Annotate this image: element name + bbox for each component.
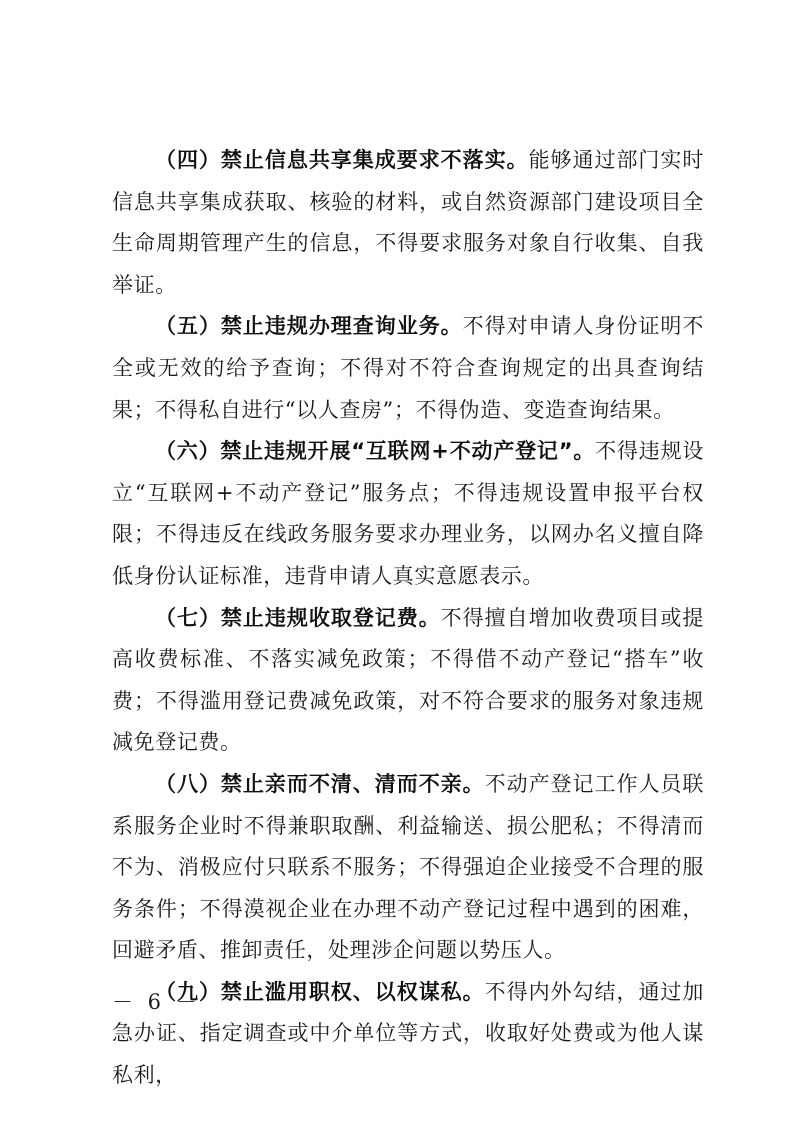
- paragraph-text: 能够通过部门实时信息共享集成获取、核验的材料，或自然资源部门建设项目全生命周期管理产生的信息，不得要求服务对象自行收集、自我举证。: [112, 148, 704, 297]
- paragraph-6: [112, 431, 704, 597]
- paragraph-text: 不得内外勾结，通过加急办证、指定调查或中介单位等方式，收取好处费或为他人谋私利，: [112, 979, 704, 1088]
- paragraph-4: [112, 140, 704, 306]
- paragraph-heading: （四）禁止信息共享集成要求不落实。: [155, 148, 529, 172]
- paragraph-9: [112, 972, 704, 1097]
- paragraph-text: 不得对申请人身份证明不全或无效的给予查询；不得对不符合查询规定的出具查询结果；不得私自进行“以人查房”；不得伪造、变造查询结果。: [112, 314, 704, 422]
- paragraph-text: 不得违规设立“互联网+不动产登记”服务点；不得违规设置申报平台权限；不得违反在线政务服务要求办理业务，以网办名义擅自降低身份认证标准，违背申请人真实意愿表示。: [112, 439, 704, 588]
- paragraph-5: [112, 306, 704, 431]
- paragraph-text: 不得擅自增加收费项目或提高收费标准、不落实减免政策；不得借不动产登记“搭车”收费；不得滥用登记费减免政策，对不符合要求的服务对象违规减免登记费。: [112, 605, 704, 755]
- paragraph-text: 不动产登记工作人员联系服务企业时不得兼职取酬、利益输送、损公肥私；不得清而不为、消极应付只联系不服务；不得强迫企业接受不合理的服务条件；不得漠视企业在办理不动产登记过程中遇到的困难，回避矛盾、推卸责任，处理涉企问题以势压人。: [112, 771, 704, 963]
- paragraph-7: [112, 598, 704, 764]
- paragraph-heading: （九）禁止滥用职权、以权谋私。: [155, 979, 485, 1004]
- paragraph-heading: （五）禁止违规办理查询业务。: [155, 314, 463, 339]
- paragraph-heading: （八）禁止亲而不清、清而不亲。: [155, 771, 485, 796]
- paragraph-heading: （七）禁止违规收取登记费。: [155, 605, 441, 630]
- document-body: [112, 140, 704, 1097]
- paragraph-8: [112, 764, 704, 972]
- page-number: － 6 －: [112, 990, 201, 1014]
- paragraph-heading: （六）禁止违规开展“互联网+不动产登记”。: [155, 439, 596, 464]
